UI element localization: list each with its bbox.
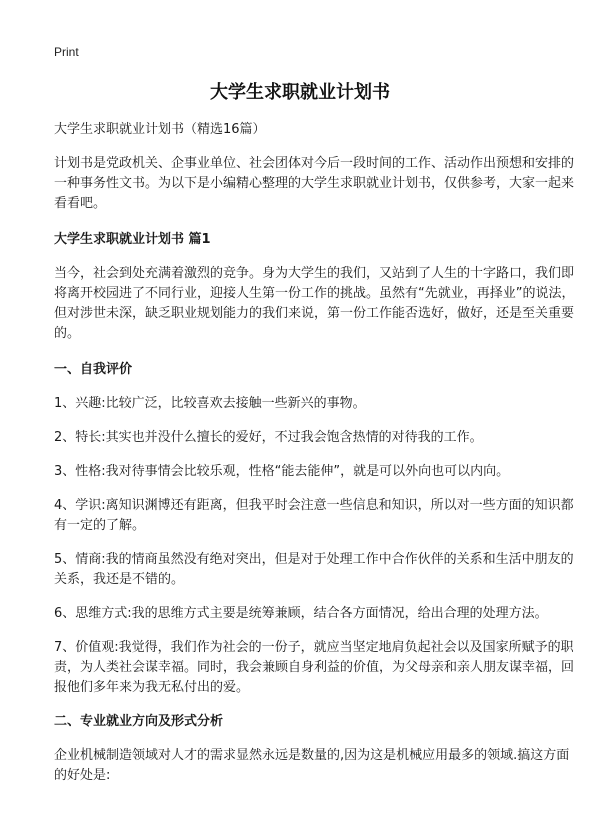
intro-paragraph: 计划书是党政机关、企事业单位、社会团体对今后一段时间的工作、活动作出预想和安排的一种事务性文书。为以下是小编精心整理的大学生求职就业计划书，仅供参考，大家一起来看看吧。 — [54, 156, 575, 211]
direction-paragraph: 企业机械制造领域对人才的需求显然永远是数量的,因为这是机械应用最多的领域.搞这方面的好处是: — [54, 748, 570, 783]
self-eval-item: 2、特长:其实也并没什么擅长的爱好，不过我会饱含热情的对待我的工作。 — [54, 430, 483, 445]
section1-heading: 大学生求职就业计划书 篇1 — [54, 232, 211, 247]
print-link[interactable]: Print — [54, 45, 79, 59]
page-title: 大学生求职就业计划书 — [210, 82, 390, 103]
direction-heading: 二、专业就业方向及形式分析 — [54, 714, 224, 729]
self-eval-item: 3、性格:我对待事情会比较乐观，性格“能去能伸”，就是可以外向也可以内向。 — [54, 464, 510, 479]
section1-paragraph: 当今，社会到处充满着激烈的竞争。身为大学生的我们，又站到了人生的十字路口，我们即将离开校园进了不同行业，迎接人生第一份工作的挑战。虽然有“先就业，再择业”的说法，但对涉世未深，缺乏职业规划能力的我们来说，第一份工作能否选好，做好，还是至关重要的。 — [54, 266, 575, 341]
self-eval-heading: 一、自我评价 — [54, 362, 133, 377]
document-body — [54, 120, 582, 802]
self-eval-item: 1、兴趣:比较广泛，比较喜欢去接触一些新兴的事物。 — [54, 396, 366, 411]
self-eval-item: 4、学识:离知识渊博还有距离，但我平时会注意一些信息和知识，所以对一些方面的知识都有一定的了解。 — [54, 498, 574, 533]
self-eval-item: 5、情商:我的情商虽然没有绝对突出，但是对于处理工作中合作伙伴的关系和生活中朋友的关系，我还是不错的。 — [54, 552, 574, 587]
document-subtitle: 大学生求职就业计划书（精选16篇） — [54, 122, 266, 137]
self-eval-item: 6、思维方式:我的思维方式主要是统筹兼顾，结合各方面情况，给出合理的处理方法。 — [54, 606, 548, 621]
self-eval-item: 7、价值观:我觉得，我们作为社会的一份子，就应当坚定地肩负起社会以及国家所赋予的职责，为人类社会谋幸福。同时，我会兼顾自身利益的价值，为父母亲和亲人朋友谋幸福，回报他们多年来为我无私付出的爱。 — [54, 640, 575, 695]
